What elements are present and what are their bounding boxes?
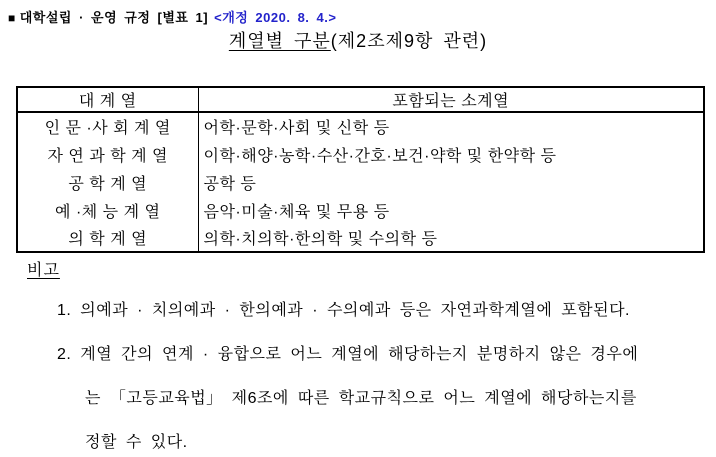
subcategories-cell: 어학·문학·사회 및 신학 등 — [203, 120, 390, 137]
category-cell: 의 학 계 열 — [17, 224, 198, 252]
note-item-2-line-2: 는 「고등교육법」 제6조에 따른 학교규칙으로 어느 계열에 해당하는지를 — [85, 390, 637, 407]
category-cell: 예 ·체 능 계 열 — [17, 196, 198, 224]
document-header — [8, 7, 336, 26]
table-row — [17, 196, 704, 224]
bullet-square-icon: ■ — [8, 11, 16, 25]
category-cell: 인 문 ·사 회 계 열 — [17, 112, 198, 140]
subcategories-cell: 이학·해양·농학·수산·간호·보건·약학 및 한약학 등 — [203, 147, 557, 165]
regulation-title: 대학설립 · 운영 규정 [별표 1] — [19, 10, 209, 25]
table-row — [17, 112, 704, 140]
subcategories-cell: 의학·치의학·한의학 및 수의학 등 — [203, 231, 438, 248]
table-row — [17, 140, 704, 168]
column-header-category: 대 계 열 — [17, 87, 198, 112]
note-item-1: 1. 의예과 · 치의예과 · 한의예과 · 수의예과 등은 자연과학계열에 포함된다. — [57, 302, 630, 319]
table-row — [17, 224, 704, 252]
subcategories-cell: 음악·미술·체육 및 무용 등 — [203, 203, 390, 221]
notes-label: 비고 — [27, 262, 60, 279]
category-cell: 자 연 과 학 계 열 — [17, 140, 198, 168]
note-item-2-line-1: 2. 계열 간의 연계 · 융합으로 어느 계열에 해당하는지 분명하지 않은 경우에 — [57, 346, 639, 363]
table-header-row — [17, 87, 704, 112]
category-table — [16, 86, 705, 253]
note-item-2-line-3: 정할 수 있다. — [85, 434, 188, 451]
table-row — [17, 168, 704, 196]
page-title-rest: (제2조제9항 관련) — [330, 31, 488, 51]
revision-note: <개정 2020. 8. 4.> — [214, 10, 337, 25]
page-title — [0, 27, 716, 53]
category-cell: 공 학 계 열 — [17, 168, 198, 196]
page-title-underlined: 계열별 구분 — [228, 31, 331, 51]
subcategories-cell: 공학 등 — [203, 175, 257, 193]
column-header-subcategories: 포함되는 소계열 — [198, 87, 704, 112]
